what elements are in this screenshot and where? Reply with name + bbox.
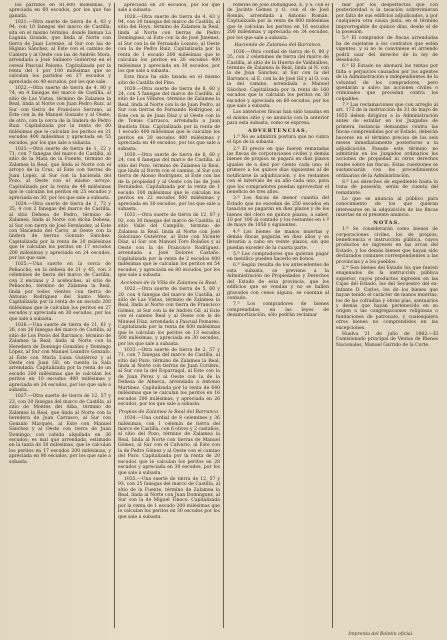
paragraph: 1033.—Otra suerte de tierra de 2, 57 y 71, con 7 fanegas del marco de Castilla, al sitio del Pozo, término de Zalamea la Real, linda al Norte con tierras de Juan Cordero, al Sur con la del Esparragal, al Este con la de Juan Pérez y al Oeste con la de la Dehesa de Alberca, arrendada a Antonio Martínez. Capitalizada por la renta de 640 milésimas que le calculan los peritos en 16 escudos 200 milésimas, y apreciada en 26 escudos, por los que sale a subasta. xyxy=(118,347,220,408)
paragraph: 1032.—Otra suerte de tierra de 5, 60 y 20, con 4 fanegas del marco de Castilla, al sitio de Las Vistas, término de Zalamea la Real, linda al Norte con tierra de Francisco Gómez, al Sur con la de Andrés Gil, al Este con el camino Real y al Oeste con la de Manuel Díaz, arrendada a Pascual Pomares. Capitalizada por la renta de 600 milésimas que le calculan los peritos en 13 escudos 500 milésimas, y apreciada en 30 escudos, por los que sale a subasta. xyxy=(118,287,220,347)
paragraph: 7.ª Los compradores de bienes comprendidos en las leyes de desamortización, sólo podrán reclamar xyxy=(227,302,329,319)
paragraph: 1035.—Una suerte de tierra de 12, 57 y 93, con 25 fanegas del marco de Castilla, al sitio de la Fuente, término de Zalamea la Real, linda al Norte con Juan Domínguez, al Sur con la de Miguel Tinoco. Capitalizada por la renta de 1 escudo 200 milésimas que le calculan los peritos en 30 escudos por los que sale a subasta. xyxy=(118,476,220,520)
paragraph: 5.ª Los compradores que quieran pagar en metálico pueden hacerlo en bonos. xyxy=(227,251,329,263)
paragraph: 1023.—Otra suerte de tierra de 1, 22 y 71, con 7 fanegas del marco de Castilla, al sitio de la Mata de la Fuente, término de Zalamea la Real, que linda al Norte con el arroyo de la Cruz, al Este con tierras de Juan Lopez, al Sur con la hacienda del Pozo, al Oeste con el mismo arroyo. Capitalizada por la renta de 49 milésimas que le calculan los peritos en 25 escudos y apreciada en 30, por los que sale a subasta. xyxy=(9,146,111,201)
section-heading: Propios de Zalamea la Real del Barranco. xyxy=(118,409,220,415)
paragraph: Las anteriores fincas han sido tasadas en el mismo sitio y se anuncia con la anterior para esta subasta, como se expresa. xyxy=(227,110,329,127)
column-4 xyxy=(332,3,441,628)
paragraph: Huelva 21 de julio de 1862.—El Comisionado principal de Ventas de Bienes Nacionales, Manuel Garrido de la Corte. xyxy=(336,331,438,348)
paragraph: 6.ª El Estado no abonará las rentas por falta o perjuicios causados por los agentes de la Administración e independientes de la voluntad de los compradores, pero quedarán a salvo las acciones civiles o criminales que procedan contra los culpables. xyxy=(336,64,438,102)
paragraph: 1031.—Otra suerte de tierra de 12, 87 y 92, con 30 fanegas del marco de Castilla, al sitio Valle del Campillo, término de Zalamea la Real, linda al Norte con José Solorzano Gutiérrez, al Este con Vicente Díaz, al Sur con Manuel Toro Bolaños y al Oeste con la de Francisco Rodríguez, arrendada a José Dolores Castaño. Capitalizada por la renta de 2 escudos 400 milésimas que le calculan los peritos en 54 escudos, y apreciada en 80 escudos, por los que sale a subasta. xyxy=(118,213,220,279)
paragraph: 1025.—Una suerte en la cerca de Peñaocho, en la dehesa de 21 y 45, con 3 celemines de tierra del marco de Castilla, con 2 encinas y 3 acebuches, al sitio de Peñaocho, término de Zalamea la Real, linda por todos vientos con tierra de Antonio Rodríguez del Santo Mero. Capitalizada por la renta de un escudo 200 milésimas que le calculan los peritos en 27 escudos y apreciada en 30 escudos, por los que sale a subasta. xyxy=(9,262,111,322)
paragraph: 2.ª Son bienes del Estado los que fueren enajenados de la instrucción pública superior, cuyos productos ingresen en las Cajas del Estado, los del Secuestro del ex-Infante D. Carlos, los de los bienes que hayan tenido el carácter de manos muertas, los de las cofradías y obras pías, santuarios y demás que hayan pertenecido en su origen a las congregaciones religiosas o fundaciones de patronato, y cualesquiera otros bienes no comprendidos en las excepciones. xyxy=(336,265,438,331)
paragraph: 1036.—Otra cordial de tierra de 6, 80 y 35, con 2 celemines de tierra del marco de Castilla, al sitio de la Huerta de Valdealbos, término de Zalamea la Real, linda al N. con la de Juan Sánchez, al Sur con la del Barranco, al E. con la de José Gil y al O. con la del camino, arrendada a Manuel Sánchez. Capitalizada por la renta de 160 escudos que le calculan los peritos en 30 escudos y apreciada en 60 escudos, por los que sale a subasta. xyxy=(227,49,329,110)
column-1 xyxy=(6,3,114,628)
paragraph: 1.ª Se considerarán como bienes de corporaciones civiles, los de propios, beneficencia e instrucción pública, cuyos productos no ingresen en las arcas del Estado, y los demás bienes que hayan sido declarados comunes correspondientes a las provincias y a los pueblos. xyxy=(336,227,438,265)
paragraph: apreciada en 20 escudos, por los que sale a subasta. xyxy=(118,3,220,14)
paragraph: 1030.—Otra suerte de tierra de 6, 60 y 24, con 6 fanegas del marco de Castilla, al sitio del Pozo, término de Zalamea la Real, que linda al Norte con el camino, al Sur con tierra de Alonso Rodríguez, al Este con las de la propiedad y al Oeste con las de José Fernández. Capitalizada por la renta de 1 escudo 100 milésimas que le calculan los peritos en 22 escudos 600 milésimas y apreciada en 30 escudos, por los que sale a subasta. xyxy=(118,152,220,213)
paragraph: 7.ª Las reclamaciones que con arreglo al art. 173 de la instrucción de 31 de mayo de 1855 deben dirigirse a la Administración antes de estallar en los Juzgados de primera instancia demandas contra las fincas comprendidas por el Estado, deberán hacerse en el término preciso de los seis meses inmediatamente posteriores a la adjudicación. Pasado este término no admitirán en los Juzgados ordinarios los acciones de propiedad ni otros derechos reales sobre las fincas. Estas cuestiones se sustanciarán con los procedimientos ordinarios de la Administración. xyxy=(336,102,438,179)
paragraph: 1028.—Otra suerte de tierra de 4, 43 y 94, con 10 fanegas del marco de Castilla, al sitio del Hoyo, término de Zalamea la Real, linda al Norte con tierras de Pedro Domínguez, al Este con la de José Jiménez, al Sur con la de Fernando Lozano, al Oeste con la de Pedro Ruiz, Capitalizada por la renta de 1 escudo 200 milésimas que le calculan los peritos en 20 escudos 400 milésimas y apreciada en 30 escudos, por los que sale a subasta. xyxy=(118,14,220,75)
section-heading: ADVERTENCIAS. xyxy=(247,127,309,134)
paragraph: 1029.—Otra suerte de tierra de 8, 60 y 24, con 5 fanegas del marco de Castilla, al sitio de Los Villares, término de Zalamea la Real, linda al Norte con la de Juan Pedro, al Sur con tierras de Fernando Rodríguez, al Este con la de Juan Díaz y al Oeste con la de Tomás Carrasco, arrendada a Juan Bautista Díaz. Capitalizada por la renta de 1 escudo 400 milésimas que le calculan los peritos en 28 escudos 400 milésimas y apreciada en 40 escudos, por los que sale a subasta. xyxy=(118,86,220,152)
paragraph: 4.ª Los bienes de manos muertas y demás fincas pagarán en diez años y se llevarán a cabo en veinte plazos, sin que puedan exceder de la cuarta parte. xyxy=(227,229,329,251)
paragraph: 1027.—Otra suerte de tierra de 12, 57 y 23, con 20 fanegas del marco de Castilla, al sitio de Montes del Alba, término de Zalamea la Real, que linda al Norte con la heredera de Juan Carrasco, al Sur con Gonzalo Marqués, al Este con Manuel Sánchez y al Oeste con tierra de Juan Domingo, con cabida alquilada en 36 escudos; es mal que arrendada, estimado en la tanta de 30 milésimas, que le calculan los peritos en 17 escudos 200 milésimas, y apreciada en 90 escudos, por los que sale a subasta. xyxy=(9,394,111,465)
paragraph: 1026.—Una suerte de tierra de 21, 61 y 26, con 26 fanegas del marco de Castilla, al sitio de Los Pozos del Barranco, término de Zalamea la Real, linda al Norte con la Heredera de Domingo González y Domingo López, al Sur con Manuel Leandro Gonzalo, al Este con María Luisa Gutiérrez y al Oeste con Juan Gil, en cuenta la Sala arrendada. Capitalizada por la renta de un escudo 200 milésimas que le calculan los peritos en 10 escudos 400 milésimas y apreciada en 24 escudos, por los que sale a subasta. xyxy=(9,322,111,394)
paragraph: rederas de José Domínguez, E. y S. con el de Jacinto Gómez y O. con el de José Román, arrendada a Antonio Román. Capitalizada por la renta de 800 milésimas que le calculan los peritos en 16 escudos 200 milésimas y apreciada en 34 escudos, por los que sale a subasta. xyxy=(227,3,329,41)
paragraph: 1022.—Otra suerte de tierra de 4, 80 y 74, en 4 fanegas del marco de Castilla, al sitio de Las Vistas, término de Zalamea la Real, linda al Norte con Juan Pedro Ruiz, al Sur con tierra de Francisco Serrano, al Este con la de Manuel Gonzalo y al Oeste, de otro, con la cerca de la lindera de Pedro Ruiz. Capitalizada por la renta de 60 milésimas que le calculan los peritos en 21 escudos 400 milésimas y apreciada en 55 escudos, por los que sale a subasta. xyxy=(9,85,111,146)
column-3 xyxy=(223,3,332,628)
paragraph: los partidos en 81,600 milésimas, y apreciada en 60 escudos, por los que fue ganada. xyxy=(9,3,111,19)
paragraph: mar por los desperfectos que con posterioridad a la tasación sobrevinieran por falta de sus edificios adjudicados, a por cualquiera otra causa justa, en el término improrrogable de quince días, desde el de la posesión. xyxy=(336,3,438,36)
paragraph: Lo que se anuncia al público para conocimiento de los que quieran interesarse en la adquisición de las fincas insertas en el presente anuncio. xyxy=(336,196,438,219)
column-2 xyxy=(114,3,223,628)
page-footer xyxy=(0,632,447,637)
paragraph: 3.ª Los fincas de menor cuantía del Estado que no excedan de 250 escudos en tasación se pagarán en diez plazos y de los bienes del clero en quince plazos, a saber, 10 por 100 al contado y los restantes en 1.º de mayo de 1856 y siguientes. xyxy=(227,196,329,229)
paragraph: Esta finca ha sido tasada en el mismo sitio de Castilla del Pino. xyxy=(118,75,220,86)
paragraph: 1021.—Otra suerte de tierra de 4, 43 y 94, con 10 fanegas del marco de Castilla, sita en el mismo término, donde llaman La Laguna Grande, que linda al Norte con tierra de Juan Lorenzo, al Sur con las de Higinio Sánchez, al Este con el camino de Cantera y al Oeste con las de Andrés Mora, arrendada a José Salinero Gutiérrez en el cereal Pascual Palomo. Capitalizada por la renta del 1 por 100 milésimas que se calculan los partidos en 27 escudos y apreciada en 40 escudos, por los que sale. xyxy=(9,19,111,85)
paragraph: 1034.—Una cordial de 8 celemines y 36 milésimas, con 1 celemín de tierra del marco de Castilla, con 6 olivos y 2 castaños, al sitio del Pozo, término de Zalamea la Real, linda al Norte con tierras de Manuel Gómez, al Sur con el Calvario, al Este con la de Pedro Gómez y al Oeste con el camino del Pozo. Capitalizada por la renta de 20 escudos que le calculan los peritos en 28 escudos y apreciada en 30 escudos, por los que sale a subasta. xyxy=(118,416,220,476)
paragraph: 6.ª Según resulta de los antecedentes de esta subasta, se previene a la Administración de Propiedades y Derechos del Estado de esta provincia, que los edificios que se vendan y no se hallen gravados con censo alguno, se cuentan al contado. xyxy=(227,263,329,302)
paragraph: 8.ª Los derechos de expediente hasta la toma de posesión, serán de cuenta del rematante. xyxy=(336,179,438,196)
imprint-line: Imprenta del Boletín oficial. xyxy=(348,632,414,637)
paragraph: 2.ª El precio en que fueren rematadas las fincas de corporaciones civiles y demás bienes de propios se pagará en diez plazos iguales de a diez por ciento cada uno; el primero a los quince días siguientes al de notificarse la adjudicación, y los restantes con el intervalo de un año cada uno, para que los compradores puedan aprovechar el beneficio de tres años. xyxy=(227,146,329,196)
text-columns xyxy=(6,3,441,628)
paragraph: 1.ª No se admitirá postura que no cubra el tipo de la subasta. xyxy=(227,135,329,146)
section-heading: Hacienda de Zalamea del Barranco. xyxy=(234,43,322,49)
paragraph: 1024.—Otra suerte de tierra de 1, 72 y 35, 4 con 2 fanegas del marco de Castilla, al sitio Dehesa de Pedro, término de Zalamea, linda al Norte con dicha Dehesa, al Sur con tierra de José Fernández, al Este con Hacienda del Cerro, al Oeste con la lindera de tierras Gonzalo Sánchez. Capitalizada por la renta de 20 milésimas que le calculan los peritos en 17 escudos 200 milésimas y apreciada en 24 escudos, por los que sale. xyxy=(9,201,111,262)
section-heading: NOTAS. xyxy=(373,219,401,226)
paragraph: 5.ª El comprador de fincas arrendadas ha de sujetarse a los contratos que estén vigentes, y si no le conviniese el arriendo podrá usar del derecho de la ley de desahucio. xyxy=(336,36,438,64)
section-heading: Acciones de la Villa de Zalamea la Real. xyxy=(120,280,218,286)
